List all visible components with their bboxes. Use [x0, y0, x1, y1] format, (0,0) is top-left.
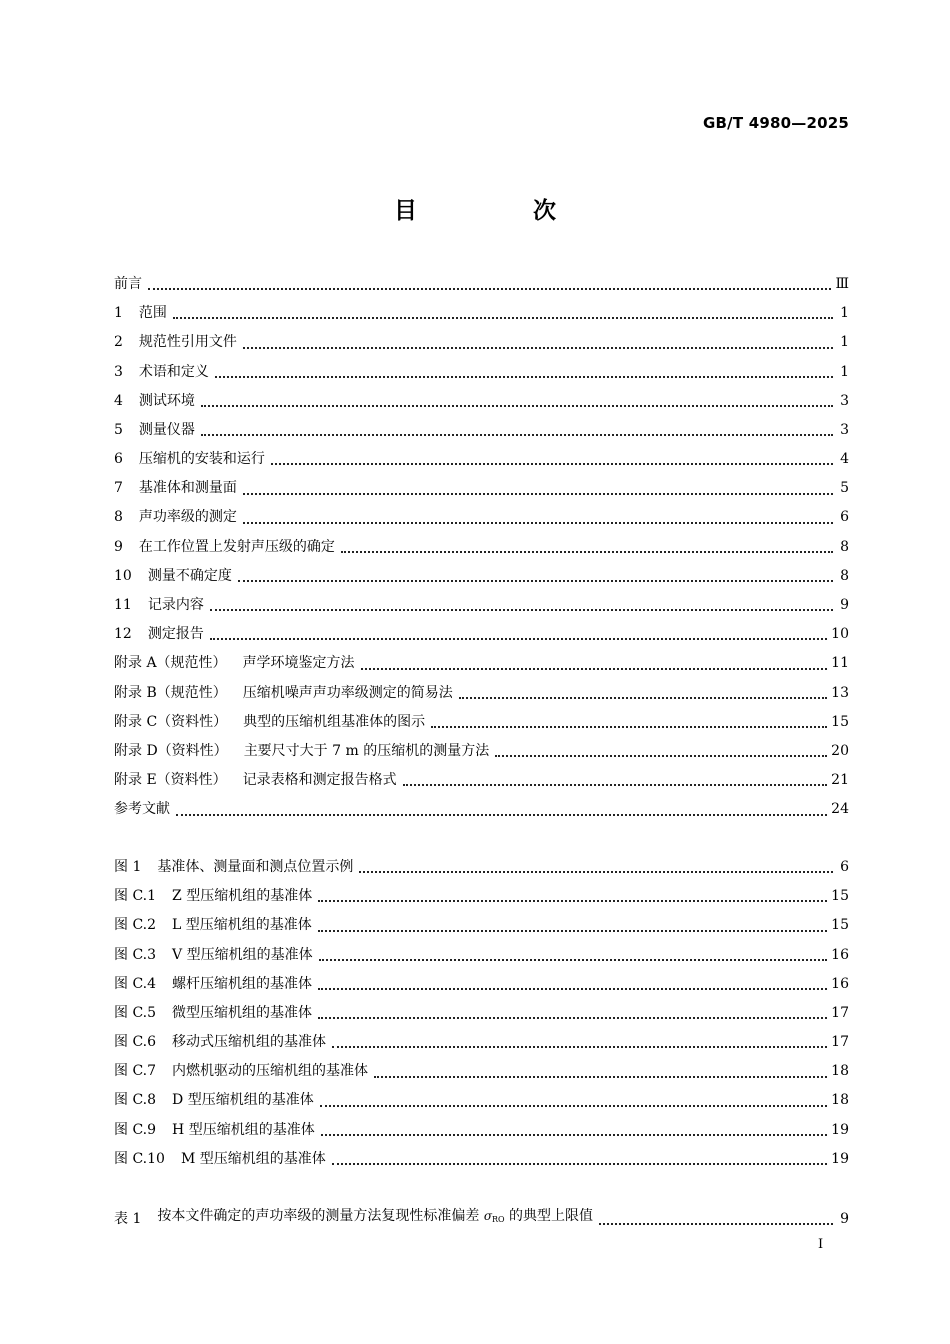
toc-entry-page: 8	[840, 538, 849, 555]
toc-entry-page: 5	[840, 480, 849, 497]
toc-entry-page: 24	[831, 801, 849, 818]
toc-entry-page: 3	[840, 392, 849, 409]
toc-entry[interactable]	[114, 270, 849, 299]
dot-leader	[495, 754, 827, 757]
toc-entry[interactable]	[114, 882, 849, 911]
toc-entry-title: L 型压缩机组的基准体	[172, 917, 312, 934]
toc-entry-page: 17	[831, 1034, 849, 1051]
toc-entry[interactable]	[114, 1087, 849, 1116]
toc-entry[interactable]	[114, 1205, 849, 1234]
toc-entry-title: Z 型压缩机组的基准体	[172, 888, 313, 905]
dot-leader	[271, 462, 833, 465]
toc-table-list	[114, 1205, 849, 1234]
toc-entry-page: 6	[840, 858, 849, 875]
dot-leader	[332, 1162, 827, 1165]
toc-entry-title: 前言	[114, 275, 142, 292]
toc-entry-page: 6	[840, 509, 849, 526]
dot-leader	[201, 404, 833, 407]
toc-main-list	[114, 270, 849, 825]
toc-entry[interactable]	[114, 620, 849, 649]
toc-entry-title: 术语和定义	[138, 363, 209, 380]
toc-entry-page: Ⅲ	[835, 275, 849, 292]
toc-entry-page: 1	[840, 305, 849, 322]
toc-entry-page: 10	[831, 626, 849, 643]
toc-entry-number: 图 C.7	[114, 1063, 157, 1080]
toc-entry-title	[157, 1202, 593, 1234]
toc-entry-title: 测量仪器	[138, 421, 195, 438]
toc-entry[interactable]	[114, 999, 849, 1028]
dot-leader	[173, 316, 833, 319]
toc-entry-title: 范围	[138, 305, 167, 322]
toc-entry-number: 附录 A（规范性）	[114, 655, 227, 672]
toc-entry-number: 附录 B（规范性）	[114, 684, 227, 701]
toc-entry-number: 12	[114, 626, 132, 643]
dot-leader	[359, 870, 833, 873]
toc-entry-title: 移动式压缩机组的基准体	[172, 1034, 327, 1051]
toc-entry-number: 6	[114, 451, 123, 468]
toc-entry-number: 5	[114, 421, 123, 438]
toc-entry[interactable]	[114, 504, 849, 533]
toc-entry-page: 18	[831, 1092, 849, 1109]
toc-entry-page: 4	[840, 451, 849, 468]
toc-entry[interactable]	[114, 1116, 849, 1145]
toc-entry-title: 测量不确定度	[147, 567, 232, 584]
toc-entry-page: 1	[840, 334, 849, 351]
toc-entry-title-part: 按本文件确定的声功率级的测量方法复现性标准偏差	[157, 1207, 484, 1224]
dot-leader	[599, 1222, 833, 1225]
toc-entry-page: 3	[840, 421, 849, 438]
toc-entry-number: 9	[114, 538, 123, 555]
standard-code: GB/T 4980—2025	[703, 114, 849, 132]
toc-entry[interactable]	[114, 941, 849, 970]
toc-entry-number: 图 C.2	[114, 917, 157, 934]
toc-entry[interactable]	[114, 562, 849, 591]
dot-leader	[238, 579, 833, 582]
toc-entry-page: 13	[831, 684, 849, 701]
toc-entry[interactable]	[114, 1028, 849, 1057]
toc-entry[interactable]	[114, 445, 849, 474]
toc-entry-title: 主要尺寸大于 7 m 的压缩机的测量方法	[243, 742, 490, 759]
dot-leader	[403, 783, 828, 786]
toc-entry-title: H 型压缩机组的基准体	[172, 1121, 315, 1138]
toc-entry[interactable]	[114, 679, 849, 708]
toc-entry-number: 附录 C（资料性）	[114, 713, 228, 730]
toc-entry-number: 图 C.3	[114, 946, 157, 963]
dot-leader	[243, 346, 833, 349]
dot-leader	[318, 899, 827, 902]
dot-leader	[176, 813, 827, 816]
toc-entry-title: 记录表格和测定报告格式	[242, 772, 397, 789]
sigma-subscript: RO	[492, 1214, 505, 1224]
toc-entry-number: 7	[114, 480, 123, 497]
toc-entry-page: 18	[831, 1063, 849, 1080]
toc-entry-title: 测定报告	[147, 626, 204, 643]
toc-entry-title: 在工作位置上发射声压级的确定	[138, 538, 335, 555]
toc-entry[interactable]	[114, 766, 849, 795]
toc-entry[interactable]	[114, 1057, 849, 1086]
page-number: I	[818, 1237, 824, 1252]
toc-entry-title: 压缩机的安装和运行	[138, 451, 265, 468]
toc-entry-title: 基准体和测量面	[138, 480, 237, 497]
toc-entry-title: 记录内容	[147, 597, 204, 614]
toc-entry-number: 图 C.1	[114, 888, 157, 905]
toc-entry[interactable]	[114, 328, 849, 357]
dot-leader	[210, 608, 833, 611]
dot-leader	[374, 1075, 827, 1078]
toc-entry-number: 1	[114, 305, 123, 322]
toc-entry-page: 19	[831, 1150, 849, 1167]
toc-entry-page: 9	[840, 1210, 849, 1227]
toc-entry-title-part: 的典型上限值	[504, 1207, 594, 1224]
toc-entry-title: 参考文献	[114, 801, 170, 818]
toc-entry-title: 声功率级的测定	[138, 509, 237, 526]
toc-entry-title: D 型压缩机组的基准体	[172, 1092, 314, 1109]
toc-entry-number: 图 C.6	[114, 1034, 157, 1051]
dot-leader	[210, 637, 827, 640]
toc-entry-number: 2	[114, 334, 123, 351]
toc-entry-number: 3	[114, 363, 123, 380]
toc-entry-title: V 型压缩机组的基准体	[172, 946, 313, 963]
sigma-symbol: σ	[483, 1208, 493, 1223]
toc-entry-title: 螺杆压缩机组的基准体	[172, 975, 313, 992]
toc-entry[interactable]	[114, 737, 849, 766]
toc-entry-number: 4	[114, 392, 123, 409]
dot-leader	[148, 287, 831, 290]
toc-entry-title: 典型的压缩机组基准体的图示	[243, 713, 426, 730]
toc-entry-number: 附录 E（资料性）	[114, 772, 227, 789]
dot-leader	[201, 433, 833, 436]
dot-leader	[318, 987, 827, 990]
dot-leader	[320, 1104, 827, 1107]
dot-leader	[321, 1133, 827, 1136]
dot-leader	[341, 550, 833, 553]
toc-entry[interactable]	[114, 1145, 849, 1174]
toc-entry-number: 10	[114, 567, 132, 584]
toc-entry-title: M 型压缩机组的基准体	[180, 1150, 326, 1167]
toc-entry[interactable]	[114, 911, 849, 940]
toc-entry-page: 15	[831, 713, 849, 730]
dot-leader	[459, 696, 827, 699]
toc-entry[interactable]	[114, 299, 849, 328]
toc-entry-number: 表 1	[114, 1210, 142, 1227]
dot-leader	[318, 929, 827, 932]
toc-entry-number: 图 C.9	[114, 1121, 157, 1138]
toc-entry-page: 8	[840, 567, 849, 584]
dot-leader	[361, 667, 828, 670]
toc-entry-number: 11	[114, 597, 132, 614]
toc-entry-number: 图 C.8	[114, 1092, 157, 1109]
toc-entry-title: 微型压缩机组的基准体	[172, 1004, 313, 1021]
toc-entry-title: 内燃机驱动的压缩机组的基准体	[172, 1063, 369, 1080]
toc-entry-page: 11	[831, 655, 849, 672]
toc-entry-page: 21	[831, 772, 849, 789]
dot-leader	[318, 1016, 827, 1019]
toc-entry-page: 16	[831, 946, 849, 963]
toc-entry-page: 17	[831, 1004, 849, 1021]
toc-entry-number: 图 C.4	[114, 975, 157, 992]
toc-entry[interactable]	[114, 358, 849, 387]
toc-entry-number: 图 1	[114, 858, 142, 875]
toc-entry[interactable]	[114, 591, 849, 620]
toc-entry[interactable]	[114, 533, 849, 562]
dot-leader	[431, 725, 827, 728]
toc-entry-page: 16	[831, 975, 849, 992]
toc-entry-number: 附录 D（资料性）	[114, 742, 228, 759]
toc-entry[interactable]	[114, 649, 849, 678]
toc-entry-title: 测试环境	[138, 392, 195, 409]
dot-leader	[332, 1045, 827, 1048]
toc-entry-number: 8	[114, 509, 123, 526]
toc-entry-page: 15	[831, 917, 849, 934]
toc-entry[interactable]	[114, 970, 849, 999]
toc-entry[interactable]	[114, 387, 849, 416]
toc-entry-title: 声学环境鉴定方法	[242, 655, 355, 672]
toc-entry-number: 图 C.5	[114, 1004, 157, 1021]
dot-leader	[319, 958, 828, 961]
toc-entry-page: 15	[831, 888, 849, 905]
toc-figure-list	[114, 853, 849, 1174]
toc-entry-page: 19	[831, 1121, 849, 1138]
toc-entry[interactable]	[114, 853, 849, 882]
toc-entry-page: 1	[840, 363, 849, 380]
toc-entry-title: 基准体、测量面和测点位置示例	[157, 858, 354, 875]
toc-entry-page: 9	[840, 597, 849, 614]
toc-entry[interactable]	[114, 708, 849, 737]
toc-entry[interactable]	[114, 416, 849, 445]
toc-entry-title: 规范性引用文件	[138, 334, 237, 351]
toc-entry[interactable]	[114, 474, 849, 503]
page-title: 目 次	[393, 198, 610, 224]
dot-leader	[243, 521, 833, 524]
toc-entry-number: 图 C.10	[114, 1150, 165, 1167]
toc-entry-title: 压缩机噪声声功率级测定的简易法	[242, 684, 453, 701]
dot-leader	[243, 492, 833, 495]
dot-leader	[215, 375, 833, 378]
toc-entry[interactable]	[114, 795, 849, 824]
toc-entry-page: 20	[831, 742, 849, 759]
